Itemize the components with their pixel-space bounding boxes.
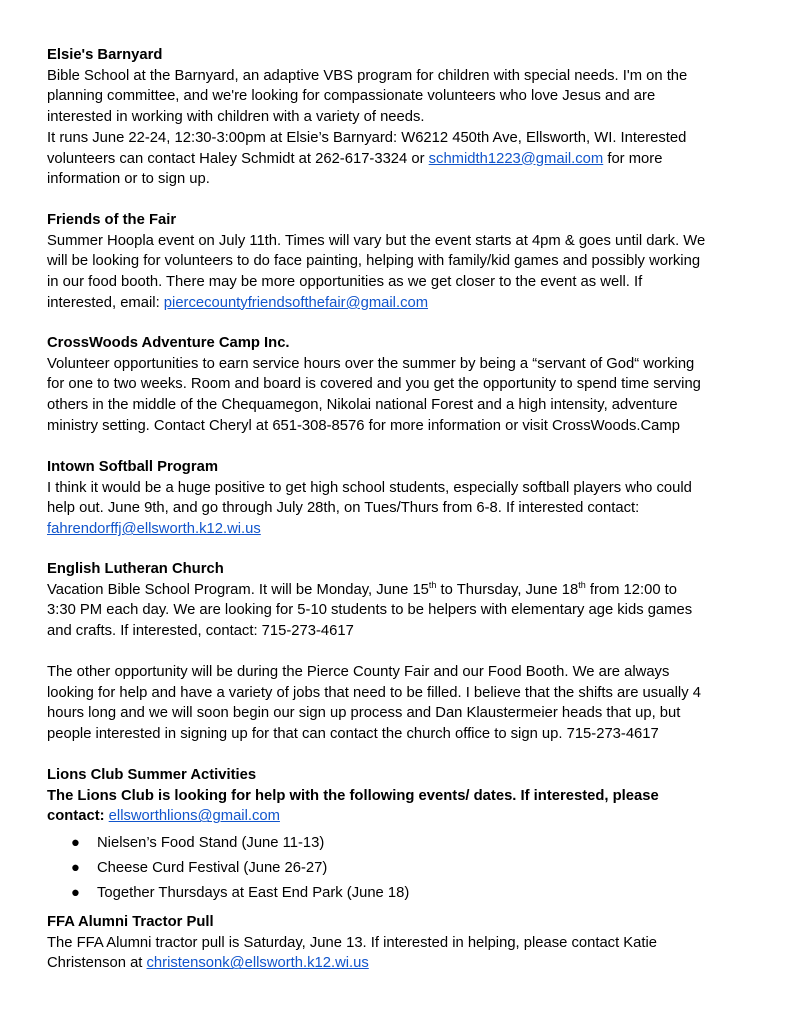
section-title: Lions Club Summer Activities	[47, 767, 257, 783]
body-text: volunteers can contact Haley Schmidt at 262-617-3324 or	[47, 150, 429, 167]
body-line	[47, 293, 747, 314]
body-line: and crafts. If interested, contact: 715-273-4617	[47, 623, 354, 640]
section-title: FFA Alumni Tractor Pull	[47, 914, 214, 930]
body-line: Volunteer opportunities to earn service hours over the summer by being a “servant of God“ working	[47, 355, 695, 372]
body-line: Bible School at the Barnyard, an adaptive VBS program for children with special needs. I'm on the	[47, 67, 688, 84]
body-line: help out. June 9th, and go through July 28th, on Tues/Thurs from 6-8. If interested contact:	[47, 500, 640, 517]
section-english-lutheran-church	[47, 559, 747, 642]
body-line	[47, 580, 747, 601]
section-elsies-barnyard	[47, 45, 747, 190]
section-body	[47, 354, 747, 437]
body-text: interested, email:	[47, 294, 164, 311]
events-list	[47, 831, 747, 905]
body-text: Christenson at	[47, 955, 147, 972]
email-link[interactable]: ellsworthlions@gmail.com	[108, 808, 280, 825]
body-line	[47, 806, 747, 827]
body-line: It runs June 22-24, 12:30-3:00pm at Elsie’s Barnyard: W6212 450th Ave, Ellsworth, WI. Interested	[47, 129, 687, 146]
bullet-icon: ●	[71, 884, 80, 901]
email-link[interactable]: fahrendorffj@ellsworth.k12.wi.us	[47, 521, 261, 538]
superscript: th	[428, 579, 437, 590]
list-item-text: Nielsen’s Food Stand (June 11-13)	[97, 835, 325, 852]
body-line: will be looking for volunteers to do face painting, helping with family/kid games and possibly working	[47, 253, 701, 270]
bullet-icon: ●	[71, 835, 80, 852]
body-line: others in the middle of the Chequamegon, Nikolai national Forest and a high intensity, adventure	[47, 397, 678, 414]
body-line: 3:30 PM each day. We are looking for 5-10 students to be helpers with elementary age kids games	[47, 602, 693, 619]
section-title: Elsie's Barnyard	[47, 47, 163, 63]
section-friends-of-the-fair	[47, 210, 747, 314]
section-body	[47, 231, 747, 314]
list-item	[47, 881, 747, 906]
body-line: hours long and we will soon begin our sign up process and Dan Klaustermeier heads that up, but	[47, 705, 681, 722]
section-intown-softball	[47, 457, 747, 540]
section-crosswoods	[47, 333, 747, 437]
section-body	[47, 478, 747, 540]
email-link[interactable]: christensonk@ellsworth.k12.wi.us	[146, 955, 369, 972]
body-line: I think it would be a huge positive to get high school students, especially softball players who could	[47, 479, 692, 496]
body-line: interested in working with children with a variety of needs.	[47, 109, 425, 126]
email-link[interactable]: schmidth1223@gmail.com	[428, 150, 604, 167]
body-line: in our food booth. There may be more opportunities as we get closer to the event as well. If	[47, 274, 643, 291]
body-line: Summer Hoopla event on July 11th. Times will vary but the event starts at 4pm & goes until dark. We	[47, 232, 706, 249]
body-line: looking for help and have a variety of jobs that need to be filled. I believe that the shifts are usually 4	[47, 684, 701, 701]
body-line: The FFA Alumni tractor pull is Saturday, June 13. If interested in helping, please contact Katie	[47, 934, 658, 951]
body-line: for one to two weeks. Room and board is covered and you get the opportunity to spend time serving	[47, 376, 701, 393]
bullet-icon: ●	[71, 859, 80, 876]
section-body	[47, 786, 747, 827]
list-item-text: Together Thursdays at East End Park (June 18)	[97, 884, 410, 901]
section-lions-club	[47, 765, 747, 905]
section-lutheran-paragraph-2	[47, 662, 747, 745]
body-text: for more	[603, 150, 663, 167]
body-line: The Lions Club is looking for help with the following events/ dates. If interested, please	[47, 787, 659, 804]
body-text: from 12:00 to	[585, 581, 678, 598]
body-text: Vacation Bible School Program. It will be Monday, June 15	[47, 581, 429, 598]
body-line: The other opportunity will be during the Pierce County Fair and our Food Booth. We are always	[47, 664, 670, 680]
section-title: CrossWoods Adventure Camp Inc.	[47, 335, 290, 351]
section-body	[47, 580, 747, 642]
section-title: Friends of the Fair	[47, 212, 177, 228]
body-text: to Thursday, June 18	[436, 581, 579, 598]
section-body	[47, 662, 747, 745]
section-body	[47, 66, 747, 190]
section-title: English Lutheran Church	[47, 561, 224, 577]
body-line: planning committee, and we're looking for compassionate volunteers who love Jesus and are	[47, 88, 656, 105]
list-item	[47, 831, 747, 856]
email-link[interactable]: piercecountyfriendsofthefair@gmail.com	[163, 294, 429, 311]
body-line: people interested in signing up for that can contact the church office to sign up. 715-273-4617	[47, 726, 659, 743]
superscript: th	[578, 579, 586, 590]
body-line	[47, 149, 747, 170]
body-line: information or to sign up.	[47, 171, 210, 188]
section-body	[47, 933, 747, 974]
section-title: Intown Softball Program	[47, 459, 218, 475]
body-line	[47, 519, 747, 540]
body-line: ministry setting. Contact Cheryl at 651-308-8576 for more information or visit CrossWoods.Camp	[47, 417, 680, 434]
body-text: contact:	[47, 808, 109, 825]
list-item	[47, 856, 747, 881]
section-ffa-alumni	[47, 912, 747, 974]
list-item-text: Cheese Curd Festival (June 26-27)	[97, 859, 328, 876]
body-line	[47, 953, 747, 974]
